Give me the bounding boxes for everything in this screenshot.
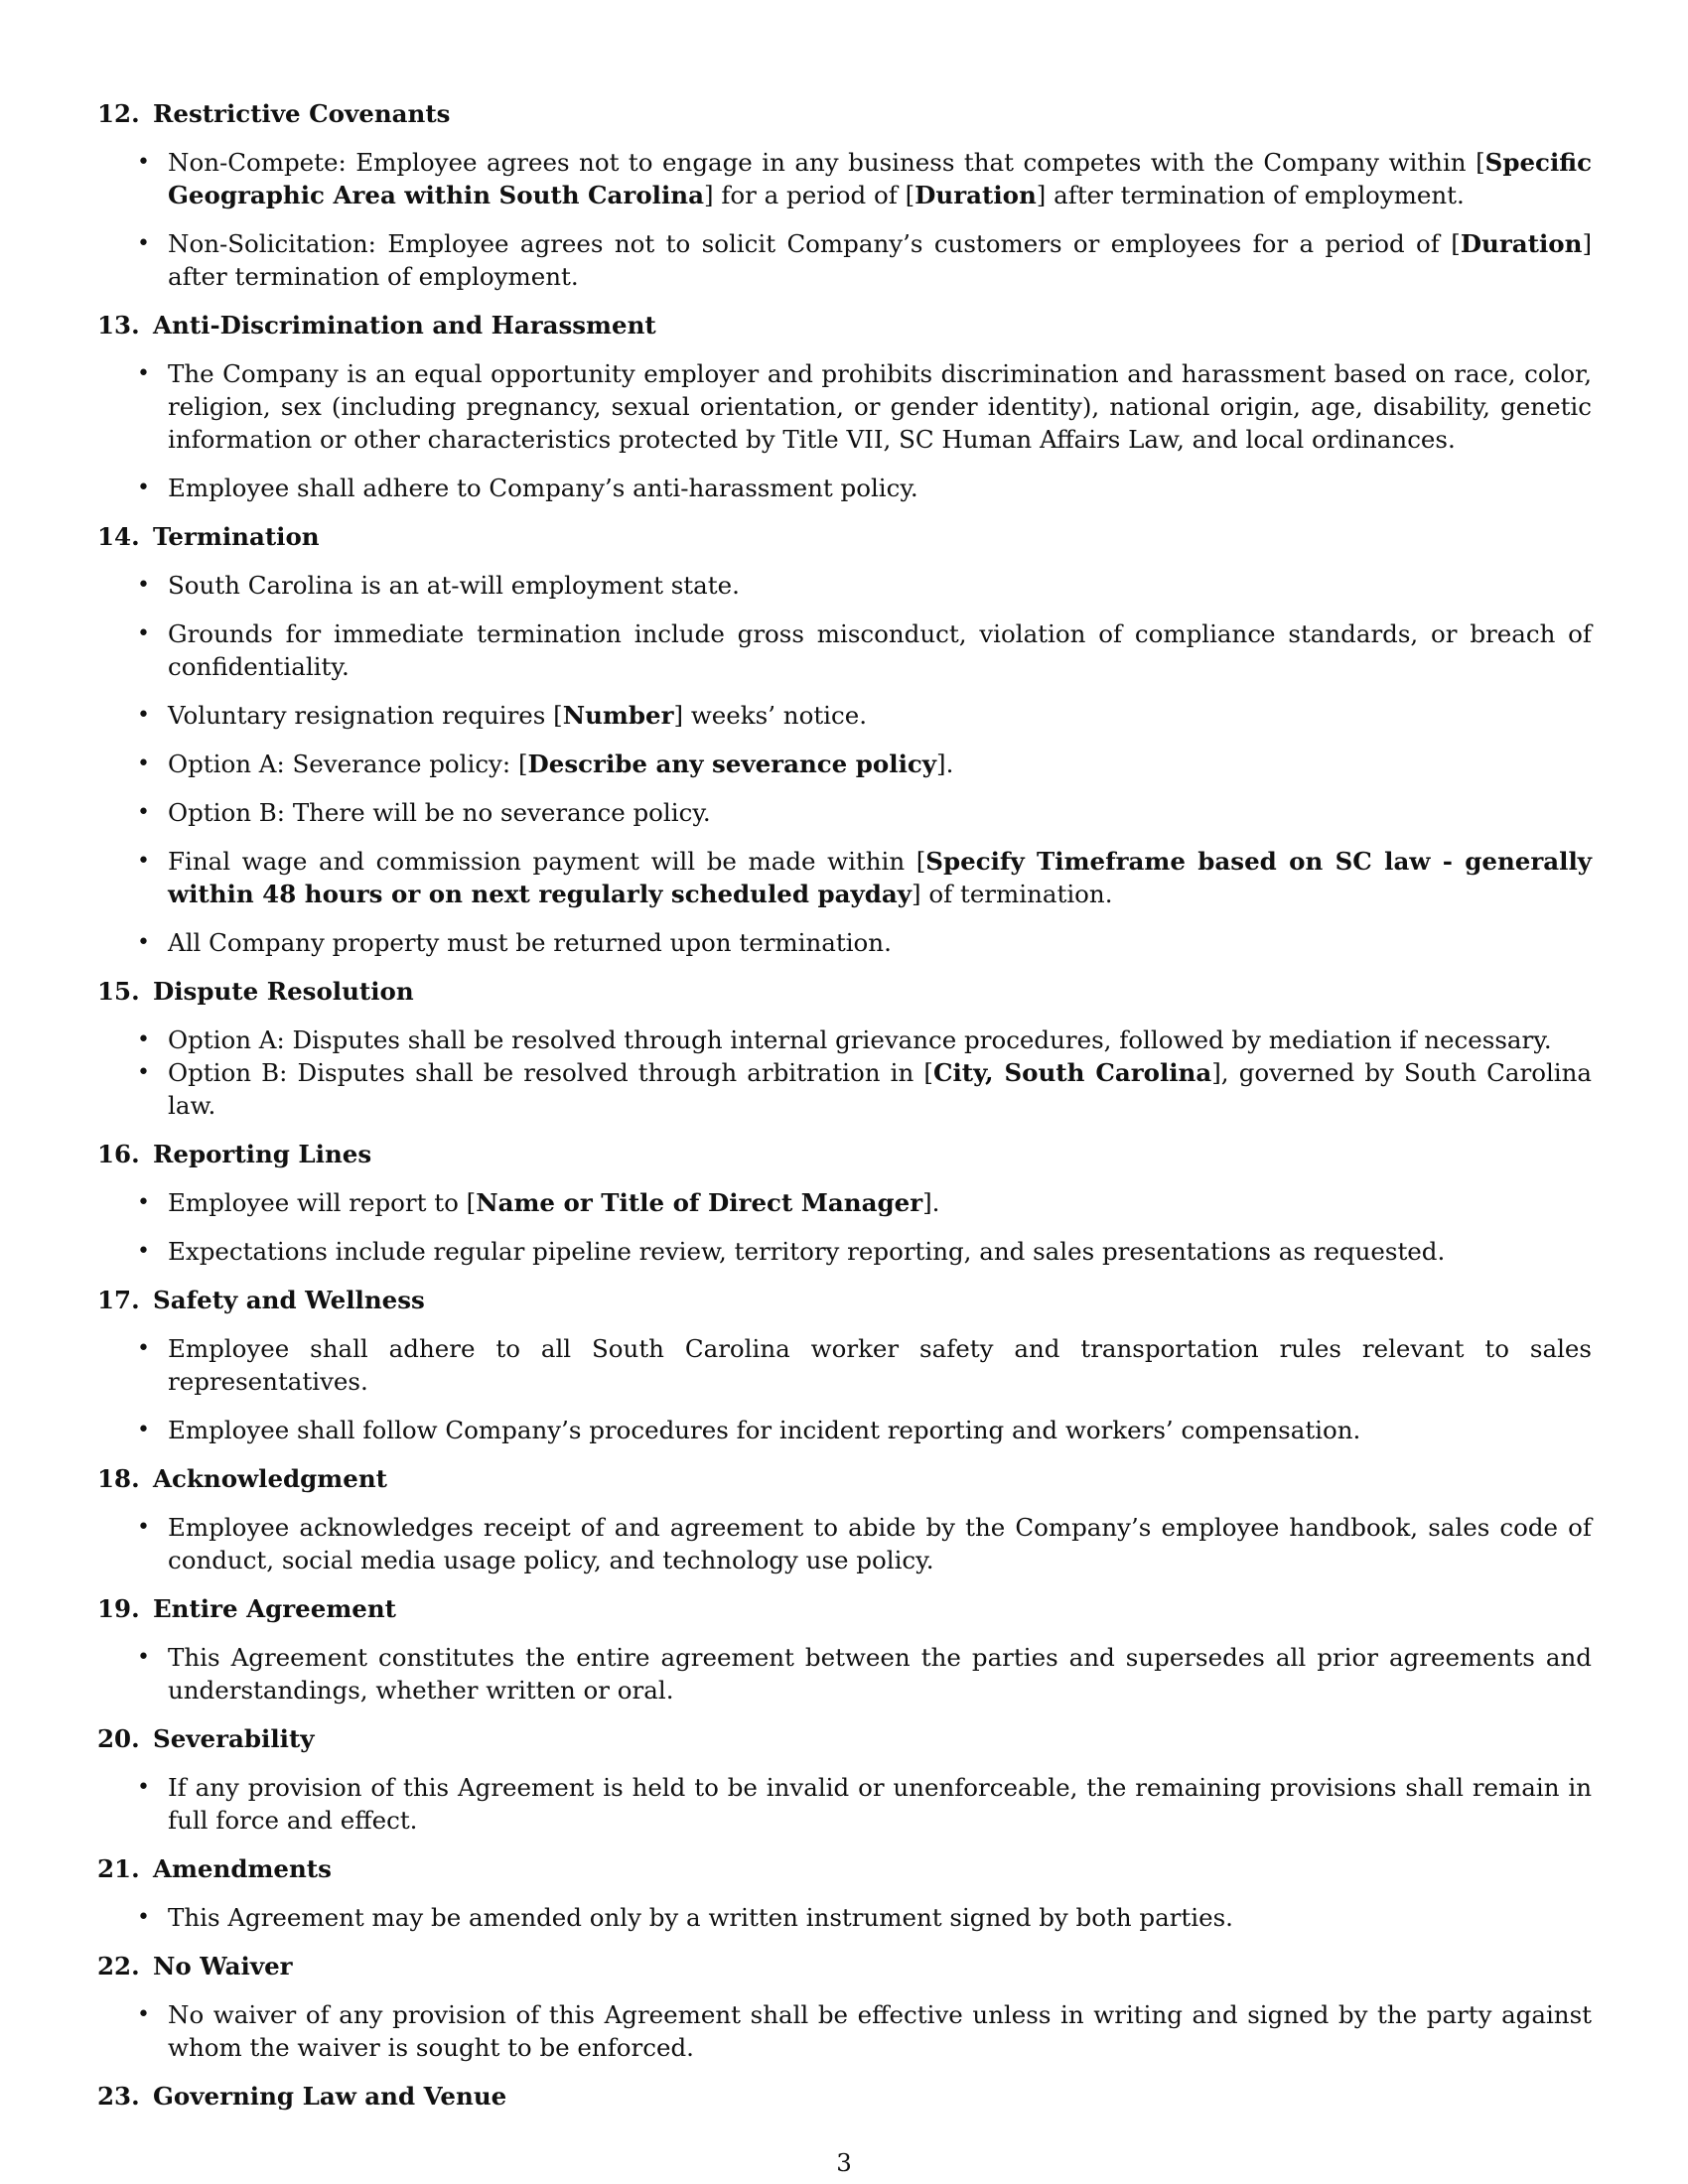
section-title: Termination: [153, 522, 320, 551]
section-title: Governing Law and Venue: [153, 2082, 507, 2111]
list-item: [97, 617, 1592, 683]
section-18: [97, 1462, 1592, 1576]
bullet-list: [97, 146, 1592, 293]
section-number: 13.: [97, 311, 140, 340]
section-heading: [97, 1592, 1592, 1625]
bullet-list: [97, 1771, 1592, 1837]
text-run: Option B: Disputes shall be resolved through arbitration in [: [168, 1058, 933, 1087]
text-run: ] for a period of [: [703, 181, 915, 209]
text-run: ] of termination.: [912, 880, 1113, 908]
text-run: If any provision of this Agreement is held to be invalid or unenforceable, the remaining provisions shall remain in full force and effect.: [168, 1773, 1592, 1835]
list-item: [97, 227, 1592, 293]
text-run: This Agreement may be amended only by a written instrument signed by both parties.: [168, 1903, 1233, 1932]
placeholder-field: Duration: [914, 181, 1037, 209]
section-heading: [97, 975, 1592, 1008]
section-number: 19.: [97, 1594, 140, 1623]
section-title: Reporting Lines: [153, 1140, 372, 1168]
placeholder-field: Specific Geographic Area within South Carolina: [168, 148, 1592, 209]
section-title: No Waiver: [153, 1952, 293, 1980]
section-heading: [97, 1852, 1592, 1885]
text-run: The Company is an equal opportunity employer and prohibits discrimination and harassment based on race, color, religion, sex (including pregnancy, sexual orientation, or gender identity), national origin, age, disability, genetic information or other characteristics protected by Title VII, SC Human Affairs Law, and local ordinances.: [168, 359, 1592, 454]
page-number: 3: [836, 2148, 852, 2177]
section-number: 18.: [97, 1464, 140, 1493]
section-23: [97, 2080, 1592, 2113]
section-number: 17.: [97, 1286, 140, 1314]
bullet-list: [97, 1024, 1592, 1122]
text-run: Employee shall adhere to all South Carolina worker safety and transportation rules relevant to sales representatives.: [168, 1334, 1592, 1396]
section-15: [97, 975, 1592, 1122]
list-item: [97, 472, 1592, 504]
document-body: [97, 97, 1592, 2128]
text-run: Employee shall follow Company’s procedures for incident reporting and workers’ compensation.: [168, 1416, 1361, 1444]
list-item: [97, 1901, 1592, 1934]
section-14: [97, 520, 1592, 959]
list-item: [97, 1414, 1592, 1446]
list-item: [97, 1186, 1592, 1219]
section-title: Dispute Resolution: [153, 977, 414, 1006]
text-run: Option A: Disputes shall be resolved through internal grievance procedures, followed by mediation if necessary.: [168, 1025, 1552, 1054]
placeholder-field: Describe any severance policy: [527, 750, 937, 778]
text-run: Employee shall adhere to Company’s anti-harassment policy.: [168, 474, 918, 502]
list-item: [97, 699, 1592, 732]
text-run: Option B: There will be no severance policy.: [168, 798, 711, 827]
section-heading: [97, 1950, 1592, 1982]
text-run: ] weeks’ notice.: [673, 701, 868, 730]
list-item: [97, 845, 1592, 910]
list-item: [97, 1511, 1592, 1576]
section-heading: [97, 1138, 1592, 1170]
bullet-list: [97, 1511, 1592, 1576]
section-heading: [97, 1722, 1592, 1755]
section-title: Entire Agreement: [153, 1594, 396, 1623]
text-run: South Carolina is an at-will employment state.: [168, 571, 740, 600]
list-item: [97, 1024, 1592, 1056]
section-number: 20.: [97, 1724, 140, 1753]
list-item: [97, 1332, 1592, 1398]
section-22: [97, 1950, 1592, 2064]
bullet-list: [97, 1641, 1592, 1706]
text-run: This Agreement constitutes the entire agreement between the parties and supersedes all prior agreements and understandings, whether written or oral.: [168, 1643, 1592, 1705]
placeholder-field: Name or Title of Direct Manager: [476, 1188, 923, 1217]
list-item: [97, 926, 1592, 959]
section-heading: [97, 2080, 1592, 2113]
text-run: ] after termination of employment.: [168, 229, 1592, 291]
section-19: [97, 1592, 1592, 1706]
placeholder-field: City, South Carolina: [933, 1058, 1212, 1087]
list-item: [97, 146, 1592, 211]
bullet-list: [97, 357, 1592, 504]
section-16: [97, 1138, 1592, 1268]
section-number: 16.: [97, 1140, 140, 1168]
section-title: Restrictive Covenants: [153, 99, 451, 128]
section-number: 14.: [97, 522, 140, 551]
text-run: ].: [936, 750, 954, 778]
section-21: [97, 1852, 1592, 1934]
text-run: All Company property must be returned upon termination.: [168, 928, 892, 957]
section-heading: [97, 97, 1592, 130]
section-title: Safety and Wellness: [153, 1286, 425, 1314]
section-heading: [97, 309, 1592, 341]
text-run: ].: [922, 1188, 940, 1217]
text-run: No waiver of any provision of this Agreement shall be effective unless in writing and signed by the party against whom the waiver is sought to be enforced.: [168, 2000, 1592, 2062]
text-run: Non-Solicitation: Employee agrees not to solicit Company’s customers or employees for a period of [: [168, 229, 1461, 258]
section-17: [97, 1284, 1592, 1446]
list-item: [97, 357, 1592, 456]
placeholder-field: Specify Timeframe based on SC law - generally within 48 hours or on next regularly scheduled payday: [168, 847, 1593, 908]
list-item: [97, 748, 1592, 780]
placeholder-field: Duration: [1460, 229, 1583, 258]
text-run: Employee will report to [: [168, 1188, 477, 1217]
section-heading: [97, 520, 1592, 553]
text-run: Employee acknowledges receipt of and agreement to abide by the Company’s employee handbook, sales code of conduct, social media usage policy, and technology use policy.: [168, 1513, 1592, 1574]
list-item: [97, 1235, 1592, 1268]
text-run: ], governed by South Carolina law.: [168, 1058, 1592, 1120]
bullet-list: [97, 569, 1592, 959]
list-item: [97, 569, 1592, 602]
list-item: [97, 1998, 1592, 2064]
bullet-list: [97, 1998, 1592, 2064]
section-number: 15.: [97, 977, 140, 1006]
section-title: Acknowledgment: [153, 1464, 387, 1493]
section-number: 23.: [97, 2082, 140, 2111]
list-item: [97, 1056, 1592, 1122]
text-run: Grounds for immediate termination include gross misconduct, violation of compliance standards, or breach of confidentiality.: [168, 619, 1592, 681]
bullet-list: [97, 1186, 1592, 1268]
section-number: 22.: [97, 1952, 140, 1980]
list-item: [97, 1771, 1592, 1837]
section-title: Amendments: [153, 1854, 332, 1883]
text-run: Voluntary resignation requires [: [168, 701, 563, 730]
section-number: 12.: [97, 99, 140, 128]
section-13: [97, 309, 1592, 504]
placeholder-field: Number: [562, 701, 674, 730]
section-heading: [97, 1284, 1592, 1316]
list-item: [97, 796, 1592, 829]
text-run: Option A: Severance policy: [: [168, 750, 528, 778]
text-run: ] after termination of employment.: [1036, 181, 1465, 209]
list-item: [97, 1641, 1592, 1706]
bullet-list: [97, 1332, 1592, 1446]
text-run: Non-Compete: Employee agrees not to engage in any business that competes with the Company within [: [168, 148, 1485, 177]
section-heading: [97, 1462, 1592, 1495]
section-title: Severability: [153, 1724, 315, 1753]
section-title: Anti-Discrimination and Harassment: [153, 311, 656, 340]
bullet-list: [97, 1901, 1592, 1934]
text-run: Expectations include regular pipeline review, territory reporting, and sales presentations as requested.: [168, 1237, 1446, 1266]
text-run: Final wage and commission payment will be made within [: [168, 847, 926, 876]
section-20: [97, 1722, 1592, 1837]
section-12: [97, 97, 1592, 293]
section-number: 21.: [97, 1854, 140, 1883]
